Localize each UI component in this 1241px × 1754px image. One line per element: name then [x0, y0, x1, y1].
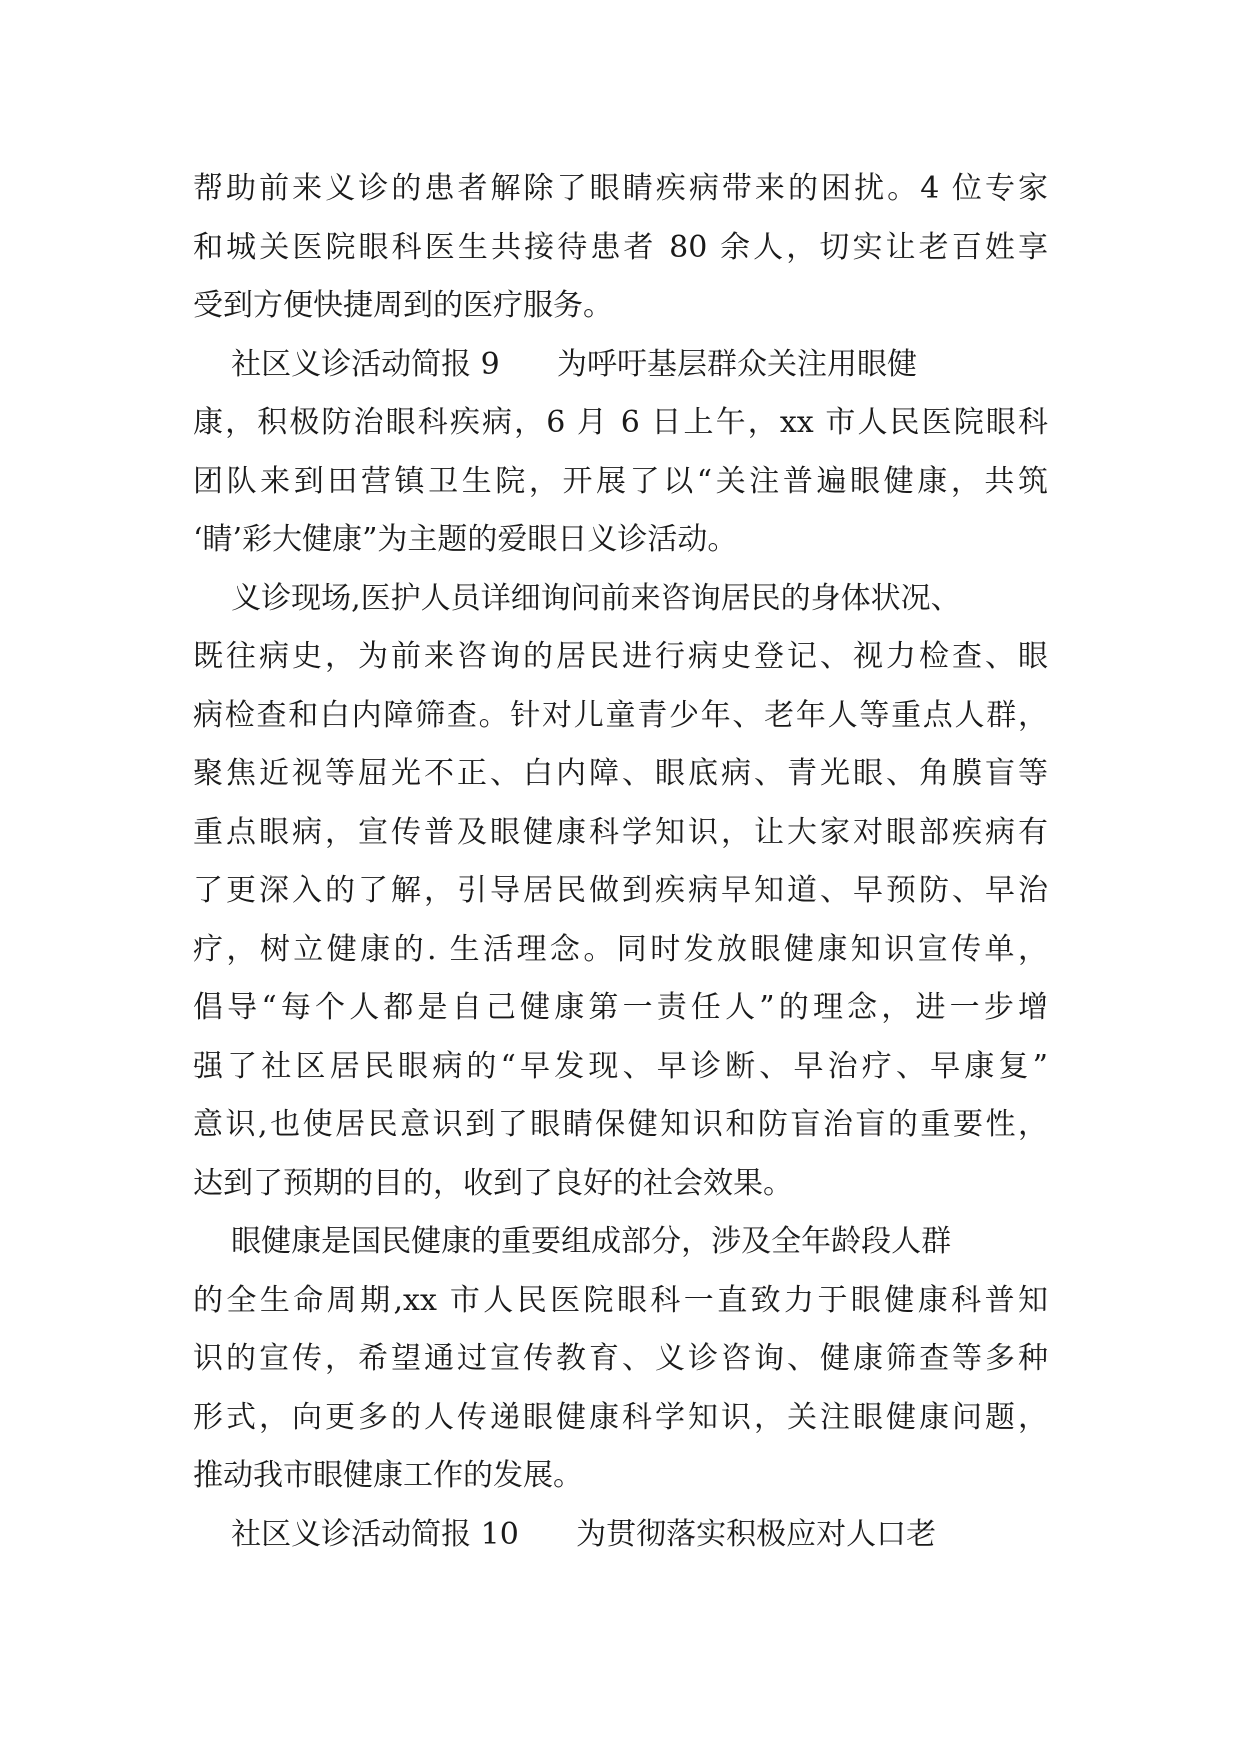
text-line: 社区义诊活动简报 10 为贯彻落实积极应对人口老: [193, 1516, 937, 1552]
text-line: 和城关医院眼科医生共接待患者 80 余人，切实让老百姓享: [193, 229, 1048, 265]
text-line: 识的宣传，希望通过宣传教育、义诊咨询、健康筛查等多种: [193, 1341, 1048, 1376]
text-line: 社区义诊活动简报 9 为呼吁基层群众关注用眼健: [193, 346, 917, 382]
text-line: 病检查和白内障筛查。针对儿童青少年、老年人等重点人群，: [193, 697, 1048, 733]
text-line: 达到了预期的目的，收到了良好的社会效果。: [193, 1165, 793, 1201]
text-line: 形式，向更多的人传递眼健康科学知识，关注眼健康问题，: [193, 1399, 1048, 1435]
text-line: ‘睛’彩大健康”为主题的爱眼日义诊活动。: [193, 522, 738, 557]
text-line: 推动我市眼健康工作的发展。: [193, 1458, 583, 1493]
text-line: 义诊现场,医护人员详细询问前来咨询居民的身体状况、: [193, 580, 961, 616]
text-line: 团队来到田营镇卫生院，开展了以“关注普遍眼健康，共筑: [193, 463, 1048, 499]
text-line: 帮助前来义诊的患者解除了眼睛疾病带来的困扰。4 位专家: [193, 171, 1048, 206]
text-line: 疗，树立健康的. 生活理念。同时发放眼健康知识宣传单，: [193, 931, 1048, 967]
text-line: 意识,也使居民意识到了眼睛保健知识和防盲治盲的重要性，: [193, 1107, 1048, 1142]
text-line: 倡导“每个人都是自己健康第一责任人”的理念，进一步增: [193, 990, 1048, 1025]
text-line: 聚焦近视等屈光不正、白内障、眼底病、青光眼、角膜盲等: [193, 756, 1048, 791]
text-line: 的全生命周期,xx 市人民医院眼科一直致力于眼健康科普知: [193, 1282, 1048, 1318]
text-line: 强了社区居民眼病的“早发现、早诊断、早治疗、早康复”: [193, 1048, 1048, 1084]
text-line: 康，积极防治眼科疾病，6 月 6 日上午，xx 市人民医院眼科: [193, 405, 1048, 440]
text-line: 既往病史，为前来咨询的居民进行病史登记、视力检查、眼: [193, 639, 1048, 674]
text-line: 重点眼病，宣传普及眼健康科学知识，让大家对眼部疾病有: [193, 814, 1048, 850]
text-line: 眼健康是国民健康的重要组成部分，涉及全年龄段人群: [193, 1224, 952, 1259]
document-page: [193, 160, 1048, 1564]
text-line: 了更深入的了解，引导居民做到疾病早知道、早预防、早治: [193, 873, 1048, 908]
text-line: 受到方便快捷周到的医疗服务。: [193, 288, 613, 323]
